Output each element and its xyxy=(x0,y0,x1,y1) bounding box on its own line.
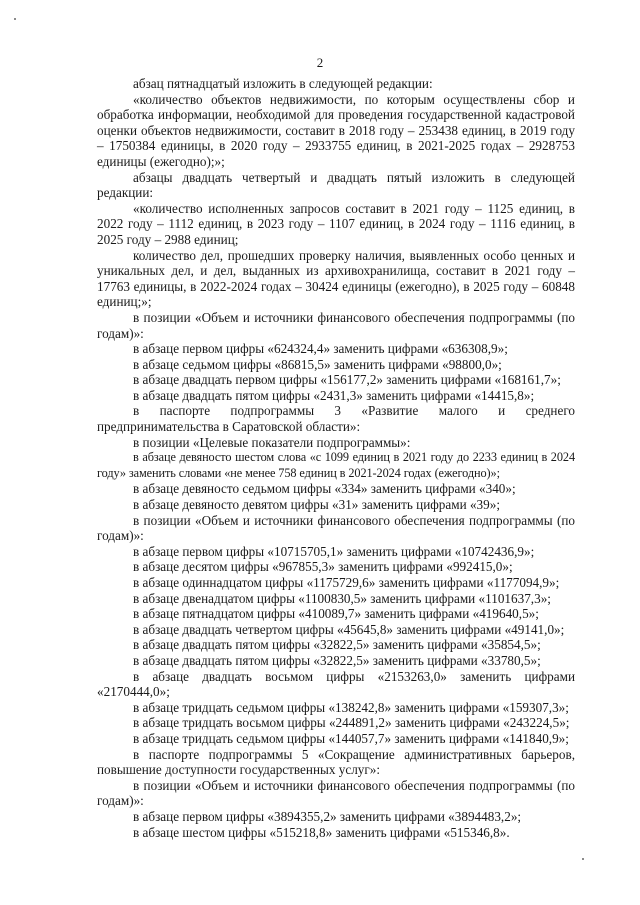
paragraph: в абзаце пятнадцатом цифры «410089,7» заменить цифрами «419640,5»; xyxy=(133,606,539,622)
paragraph: «количество исполненных запросов составит в 2021 году – 1125 единиц, в 2022 году – 1112 единиц, в 2023 году – 1107 единиц, в 2024 году – 1116 единиц, в 2025 году – 2988 единиц; xyxy=(97,200,575,247)
paragraph: в абзаце десятом цифры «967855,3» заменить цифрами «992415,0»; xyxy=(133,559,513,575)
paragraph: в позиции «Целевые показатели подпрограммы»: xyxy=(133,434,411,450)
paragraph: в абзаце девяносто седьмом цифры «334» заменить цифрами «340»; xyxy=(133,481,516,497)
paragraph: в абзаце двадцать пятом цифры «2431,3» заменить цифрами «14415,8»; xyxy=(133,387,535,403)
paragraph: в абзаце девяносто шестом слова «с 1099 единиц в 2021 году до 2233 единиц в 2024 году» заменить словами «не менее 758 единиц в 2021-2024 годах (ежегодно)»; xyxy=(97,450,575,480)
paragraph: абзац пятнадцатый изложить в следующей редакции: xyxy=(133,76,433,91)
document-body xyxy=(97,76,575,840)
paragraph: количество дел, прошедших проверку наличия, выявленных особо ценных и уникальных дел, и дел, выданных из архивохранилища, составит в 2021 году – 17763 единицы, в 2022-2024 годах – 30424 единицы (ежегодно), в 2025 году – 60848 единиц;»; xyxy=(97,247,575,310)
paragraph: в абзаце первом цифры «10715705,1» заменить цифрами «10742436,9»; xyxy=(133,543,535,559)
paragraph: в паспорте подпрограммы 3 «Развитие малого и среднего предпринимательства в Саратовской области»: xyxy=(97,403,575,435)
paragraph: в абзаце тридцать восьмом цифры «244891,2» заменить цифрами «243224,5»; xyxy=(133,715,570,731)
paragraph: в абзаце тридцать седьмом цифры «144057,7» заменить цифрами «141840,9»; xyxy=(133,730,569,746)
paragraph: в абзаце первом цифры «624324,4» заменить цифрами «636308,9»; xyxy=(133,341,508,357)
paragraph: в абзаце двадцать четвертом цифры «45645,8» заменить цифрами «49141,0»; xyxy=(133,621,565,637)
page-number: 2 xyxy=(316,55,324,70)
paragraph: в позиции «Объем и источники финансового обеспечения подпрограммы (по годам)»: xyxy=(97,512,575,544)
paragraph: «количество объектов недвижимости, по которым осуществлены сбор и обработка информации, необходимой для проведения государственной кадастровой оценки объектов недвижимости, составит в 2018 году – 253438 единиц, в 2019 году – 1750384 единицы, в 2020 году – 2933755 единиц, в 2021-2025 годах – 2928753 единицы (ежегодно);»; xyxy=(97,91,575,169)
paragraph: абзацы двадцать четвертый и двадцать пятый изложить в следующей редакции: xyxy=(97,169,575,201)
paragraph: в абзаце тридцать седьмом цифры «138242,8» заменить цифрами «159307,3»; xyxy=(133,699,569,715)
paragraph: в абзаце первом цифры «3894355,2» заменить цифрами «3894483,2»; xyxy=(133,808,522,824)
paragraph: в абзаце двадцать пятом цифры «32822,5» заменить цифрами «35854,5»; xyxy=(133,637,541,653)
paragraph: в абзаце двадцать первом цифры «156177,2» заменить цифрами «168161,7»; xyxy=(133,372,561,388)
paragraph: в позиции «Объем и источники финансового обеспечения подпрограммы (по годам)»: xyxy=(97,309,575,341)
paragraph: в абзаце седьмом цифры «86815,5» заменить цифрами «98800,0»; xyxy=(133,356,502,372)
paragraph: в абзаце одиннадцатом цифры «1175729,6» заменить цифрами «1177094,9»; xyxy=(133,575,560,590)
paragraph: в паспорте подпрограммы 5 «Сокращение административных барьеров, повышение доступности государственных услуг»: xyxy=(97,746,575,778)
scan-speck xyxy=(14,18,16,20)
paragraph: в абзаце девяносто девятом цифры «31» заменить цифрами «39»; xyxy=(133,497,500,513)
paragraph: в позиции «Объем и источники финансового обеспечения подпрограммы (по годам)»: xyxy=(97,777,575,809)
paragraph: в абзаце двадцать пятом цифры «32822,5» заменить цифрами «33780,5»; xyxy=(133,652,541,668)
scan-speck xyxy=(582,858,584,860)
paragraph: в абзаце двадцать восьмом цифры «2153263,0» заменить цифрами «2170444,0»; xyxy=(97,668,575,700)
paragraph: в абзаце шестом цифры «515218,8» заменить цифрами «515346,8». xyxy=(133,824,510,840)
paragraph: в абзаце двенадцатом цифры «1100830,5» заменить цифрами «1101637,3»; xyxy=(133,590,551,606)
